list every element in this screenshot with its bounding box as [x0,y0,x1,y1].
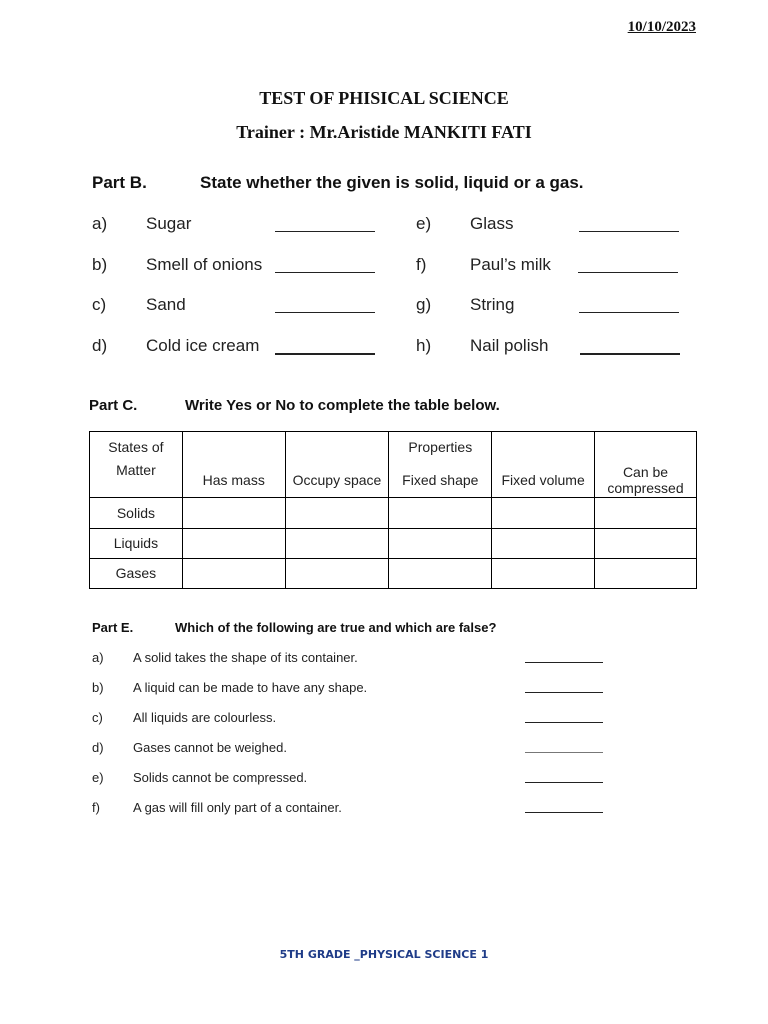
item-letter: e) [416,214,432,233]
part-e-item [92,680,612,700]
answer-blank[interactable] [525,722,603,723]
item-text: Sand [146,295,186,314]
answer-cell[interactable] [182,558,285,588]
answer-cell[interactable] [492,528,595,558]
item-letter: c) [92,710,103,725]
item-letter: f) [92,800,100,815]
row-label-solids: Solids [90,498,183,528]
header-cell [285,432,389,462]
answer-cell[interactable] [389,528,492,558]
answer-cell[interactable] [492,558,595,588]
part-b-heading [92,173,584,193]
column-header: Occupy space [285,462,389,498]
header-matter: Matter [90,462,183,498]
answer-blank[interactable] [525,782,603,783]
answer-blank[interactable] [275,312,375,313]
item-letter: b) [92,680,104,695]
item-text: A gas will fill only part of a container. [133,800,342,815]
item-letter: f) [416,255,427,274]
item-text: Paul’s milk [470,255,551,274]
answer-cell[interactable] [595,498,697,528]
trainer-name: Trainer : Mr.Aristide MANKITI FATI [236,122,532,142]
part-e-label: Part E. [92,620,134,635]
item-text: A solid takes the shape of its container. [133,650,358,665]
item-text: Nail polish [470,336,549,355]
answer-blank[interactable] [525,752,603,753]
item-letter: d) [92,740,104,755]
item-text: Smell of onions [146,255,263,274]
date: 10/10/2023 [627,19,696,35]
answer-blank[interactable] [525,692,603,693]
column-header: Fixed volume [492,462,595,498]
answer-cell[interactable] [285,558,389,588]
answer-cell[interactable] [285,528,389,558]
column-header: Can be compressed [595,462,697,498]
item-text: Solids cannot be compressed. [133,770,308,785]
part-b-label: Part B. [92,173,147,192]
answer-blank[interactable] [275,231,375,232]
answer-cell[interactable] [595,528,697,558]
part-e-instruction: Which of the following are true and which are false? [175,620,497,635]
item-letter: h) [416,336,432,355]
row-label-liquids: Liquids [90,528,183,558]
test-title: TEST OF PHISICAL SCIENCE [259,88,509,108]
properties-table [89,431,697,589]
item-text: Gases cannot be weighed. [133,740,287,755]
part-e-item [92,740,612,760]
item-letter: a) [92,214,108,233]
row-label-gases: Gases [90,558,183,588]
part-e-item [92,650,612,670]
part-e-heading [92,620,497,635]
answer-blank[interactable] [580,353,680,355]
answer-blank[interactable] [525,662,603,663]
answer-blank[interactable] [275,353,375,355]
part-e-item [92,710,612,730]
answer-blank[interactable] [579,231,679,232]
header-properties: Properties [389,432,492,462]
answer-cell[interactable] [182,498,285,528]
item-text: Cold ice cream [146,336,260,355]
item-text: Sugar [146,214,192,233]
part-c-label: Part C. [89,397,138,414]
answer-blank[interactable] [275,272,375,273]
part-b-instruction: State whether the given is solid, liquid or a gas. [200,173,584,192]
item-text: Glass [470,214,514,233]
item-letter: g) [416,295,432,314]
page-footer: 5TH GRADE _PHYSICAL SCIENCE 1 [279,948,489,961]
answer-cell[interactable] [492,498,595,528]
header-cell [182,432,285,462]
answer-cell[interactable] [285,498,389,528]
answer-blank[interactable] [579,312,679,313]
part-e-item [92,770,612,790]
column-header: Fixed shape [389,462,492,498]
item-letter: c) [92,295,107,314]
answer-cell[interactable] [182,528,285,558]
part-c-heading [89,397,500,414]
item-text: All liquids are colourless. [133,710,277,725]
answer-cell[interactable] [389,498,492,528]
item-letter: b) [92,255,108,274]
part-c-instruction: Write Yes or No to complete the table below. [185,397,500,414]
item-text: A liquid can be made to have any shape. [133,680,368,695]
column-header: Has mass [182,462,285,498]
answer-cell[interactable] [389,558,492,588]
item-letter: a) [92,650,104,665]
answer-blank[interactable] [525,812,603,813]
answer-cell[interactable] [595,558,697,588]
header-states-of: States of [90,432,183,462]
part-e-item [92,800,612,820]
item-letter: d) [92,336,108,355]
item-text: String [470,295,515,314]
answer-blank[interactable] [578,272,678,273]
item-letter: e) [92,770,104,785]
header-cell [595,432,697,462]
header-cell [492,432,595,462]
